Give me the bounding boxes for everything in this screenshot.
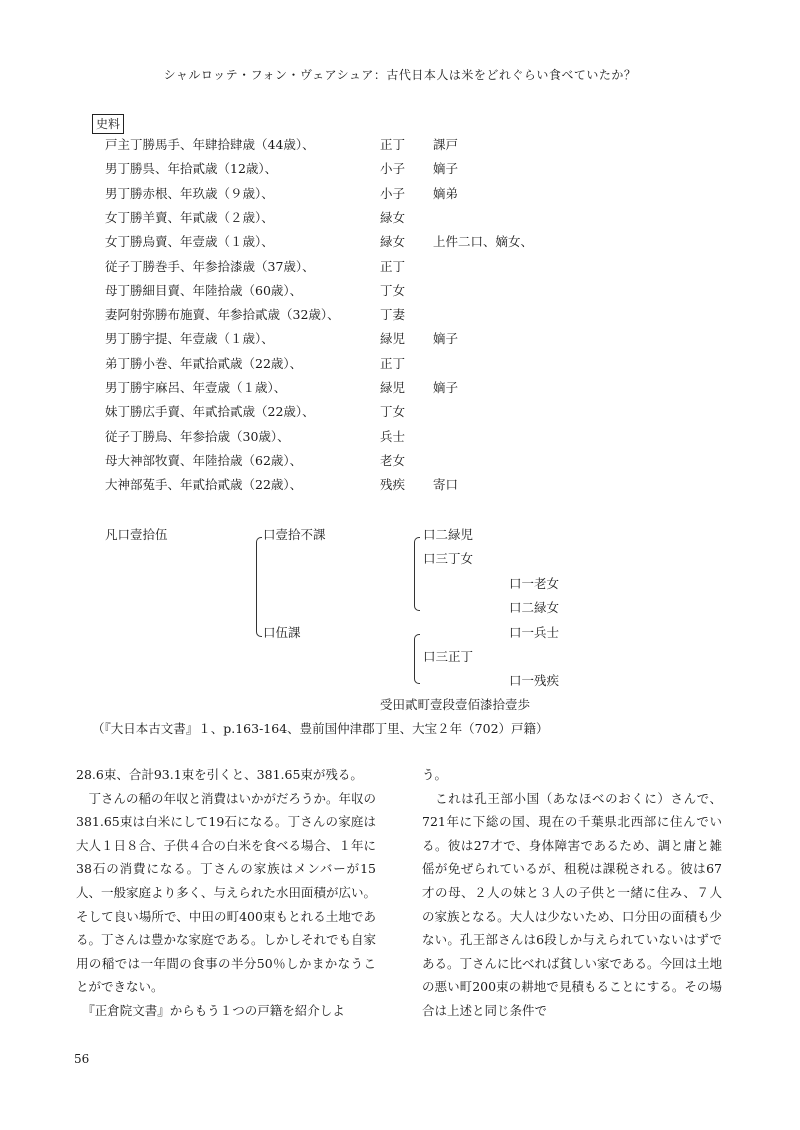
register-name: 女丁勝烏賣、年壹歳（１歳）、 bbox=[105, 234, 274, 250]
register-note: 嫡弟 bbox=[433, 185, 459, 201]
summary-nt-item: 口一老女 bbox=[509, 576, 560, 591]
register-note: 課戸 bbox=[433, 137, 459, 152]
register-status: 丁女 bbox=[380, 404, 406, 420]
summary-taxable: 口伍課 bbox=[263, 625, 301, 640]
source-label: 史料 bbox=[92, 114, 124, 134]
summary-non-taxable: 口壹拾不課 bbox=[263, 527, 326, 542]
register-name: 母大神部牧賣、年陸拾歳（62歳）、 bbox=[105, 452, 303, 468]
register-name: 女丁勝羊賣、年貳歳（２歳）、 bbox=[105, 209, 274, 225]
register-status: 緑児 bbox=[380, 331, 406, 347]
brace-main bbox=[256, 537, 262, 637]
summary-nt-item: 口三丁女 bbox=[423, 551, 474, 566]
register-status: 緑女 bbox=[380, 234, 406, 250]
paragraph: 丁さんの稲の年収と消費はいかがだろうか。年収の381.65束は白米にして19石になる。丁さんの家庭は大人１日８合、子供４合の白米を食べる場合、１年に38石の消費になる。丁さんの家族はメンバーが15人、一般家庭より多く、与えられた水田面積が広い。そして良い場所で、中田の町400束もとれる土地である。丁さんは豊かな家庭である。しかしそれでも自家用の稲では一年間の食事の半分50％しかまかなうことができない。 bbox=[76, 790, 377, 995]
left-column bbox=[76, 763, 376, 1023]
paragraph: 『正倉院文書』からもう１つの戸籍を紹介しよ bbox=[76, 1002, 345, 1018]
register-status: 正丁 bbox=[380, 355, 406, 371]
register-note: 嫡子 bbox=[433, 331, 459, 347]
paragraph: 28.6束、合計93.1束を引くと、381.65束が残る。 bbox=[76, 767, 363, 782]
register-status: 小子 bbox=[380, 161, 406, 177]
register-name: 大神部菟手、年貳拾貳歳（22歳）、 bbox=[105, 477, 303, 493]
register-name: 妹丁勝広手賣、年貳拾貳歳（22歳）、 bbox=[105, 404, 315, 420]
register-status: 正丁 bbox=[380, 137, 406, 152]
register-name: 従子丁勝鳥、年参拾歳（30歳）、 bbox=[105, 428, 290, 444]
register-name: 弟丁勝小巻、年貳拾貳歳（22歳）、 bbox=[105, 355, 303, 371]
paragraph: これは孔王部小国（あなほべのおくに）さんで、721年に下総の国、現在の千葉県北西部に住んでいる。彼は27才で、身体障害であるため、調と庸と雑傜が免ぜられているが、租税は課税される。彼は67才の母、２人の妹と３人の子供と一緒に住み、７人の家族となる。大人は少ないため、口分田の面積も少ない。孔王部さんは6段しか与えられていないはずである。丁さんに比べれば貧しい家である。今回は土地の悪い町200束の耕地で見積もることにする。その場合は上述と同じ条件で bbox=[422, 790, 723, 1018]
summary-t-item: 口一兵士 bbox=[509, 625, 560, 640]
register-name: 妻阿射弥勝布施賣、年参拾貳歳（32歳）、 bbox=[105, 307, 340, 323]
brace-non-taxable bbox=[414, 537, 420, 611]
register-status: 緑児 bbox=[380, 380, 406, 395]
register-status: 老女 bbox=[380, 452, 406, 468]
register-name: 戸主丁勝馬手、年肆拾肆歳（44歳）、 bbox=[105, 137, 315, 152]
register-status: 正丁 bbox=[380, 258, 406, 274]
brace-taxable bbox=[414, 634, 420, 684]
register-status: 緑女 bbox=[380, 209, 406, 225]
summary-land: 受田貳町壹段壹佰漆拾壹歩 bbox=[380, 697, 531, 712]
running-header: シャルロッテ・フォン・ヴェアシュア：古代日本人は米をどれぐらい食べていたか？ bbox=[163, 68, 637, 82]
summary-t-item: 口三正丁 bbox=[423, 649, 474, 664]
register-name: 男丁勝赤根、年玖歳（９歳）、 bbox=[105, 185, 274, 201]
register-status: 残疾 bbox=[380, 477, 406, 493]
register-status: 丁妻 bbox=[380, 307, 406, 323]
register-note: 寄口 bbox=[433, 477, 459, 493]
summary-t-item: 口一残疾 bbox=[509, 673, 560, 688]
register-name: 男丁勝宇提、年壹歳（１歳）、 bbox=[105, 331, 274, 347]
register-status: 丁女 bbox=[380, 282, 406, 298]
register-note: 嫡子 bbox=[433, 161, 459, 177]
paragraph: う。 bbox=[422, 767, 448, 782]
register-note: 嫡子 bbox=[433, 380, 459, 395]
summary-nt-item: 口二緑児 bbox=[423, 527, 474, 542]
register-status: 小子 bbox=[380, 185, 406, 201]
register-status: 兵士 bbox=[380, 428, 406, 444]
register-name: 男丁勝宇麻呂、年壹歳（１歳）、 bbox=[105, 380, 287, 395]
summary-nt-item: 口二緑女 bbox=[509, 600, 560, 615]
citation: （『大日本古文書』１、p.163-164、豊前国仲津郡丁里、大宝２年（702）戸籍） bbox=[92, 721, 549, 736]
page-number: 56 bbox=[74, 1052, 90, 1066]
register-name: 男丁勝呉、年拾貳歳（12歳）、 bbox=[105, 161, 278, 177]
right-column bbox=[422, 763, 722, 1023]
register-note: 上件二口、嫡女、 bbox=[433, 234, 534, 250]
register-name: 従子丁勝巻手、年参拾漆歳（37歳）、 bbox=[105, 258, 315, 274]
register-name: 母丁勝細目賣、年陸拾歳（60歳）、 bbox=[105, 282, 303, 298]
summary-total: 凡口壹拾伍 bbox=[105, 527, 168, 542]
